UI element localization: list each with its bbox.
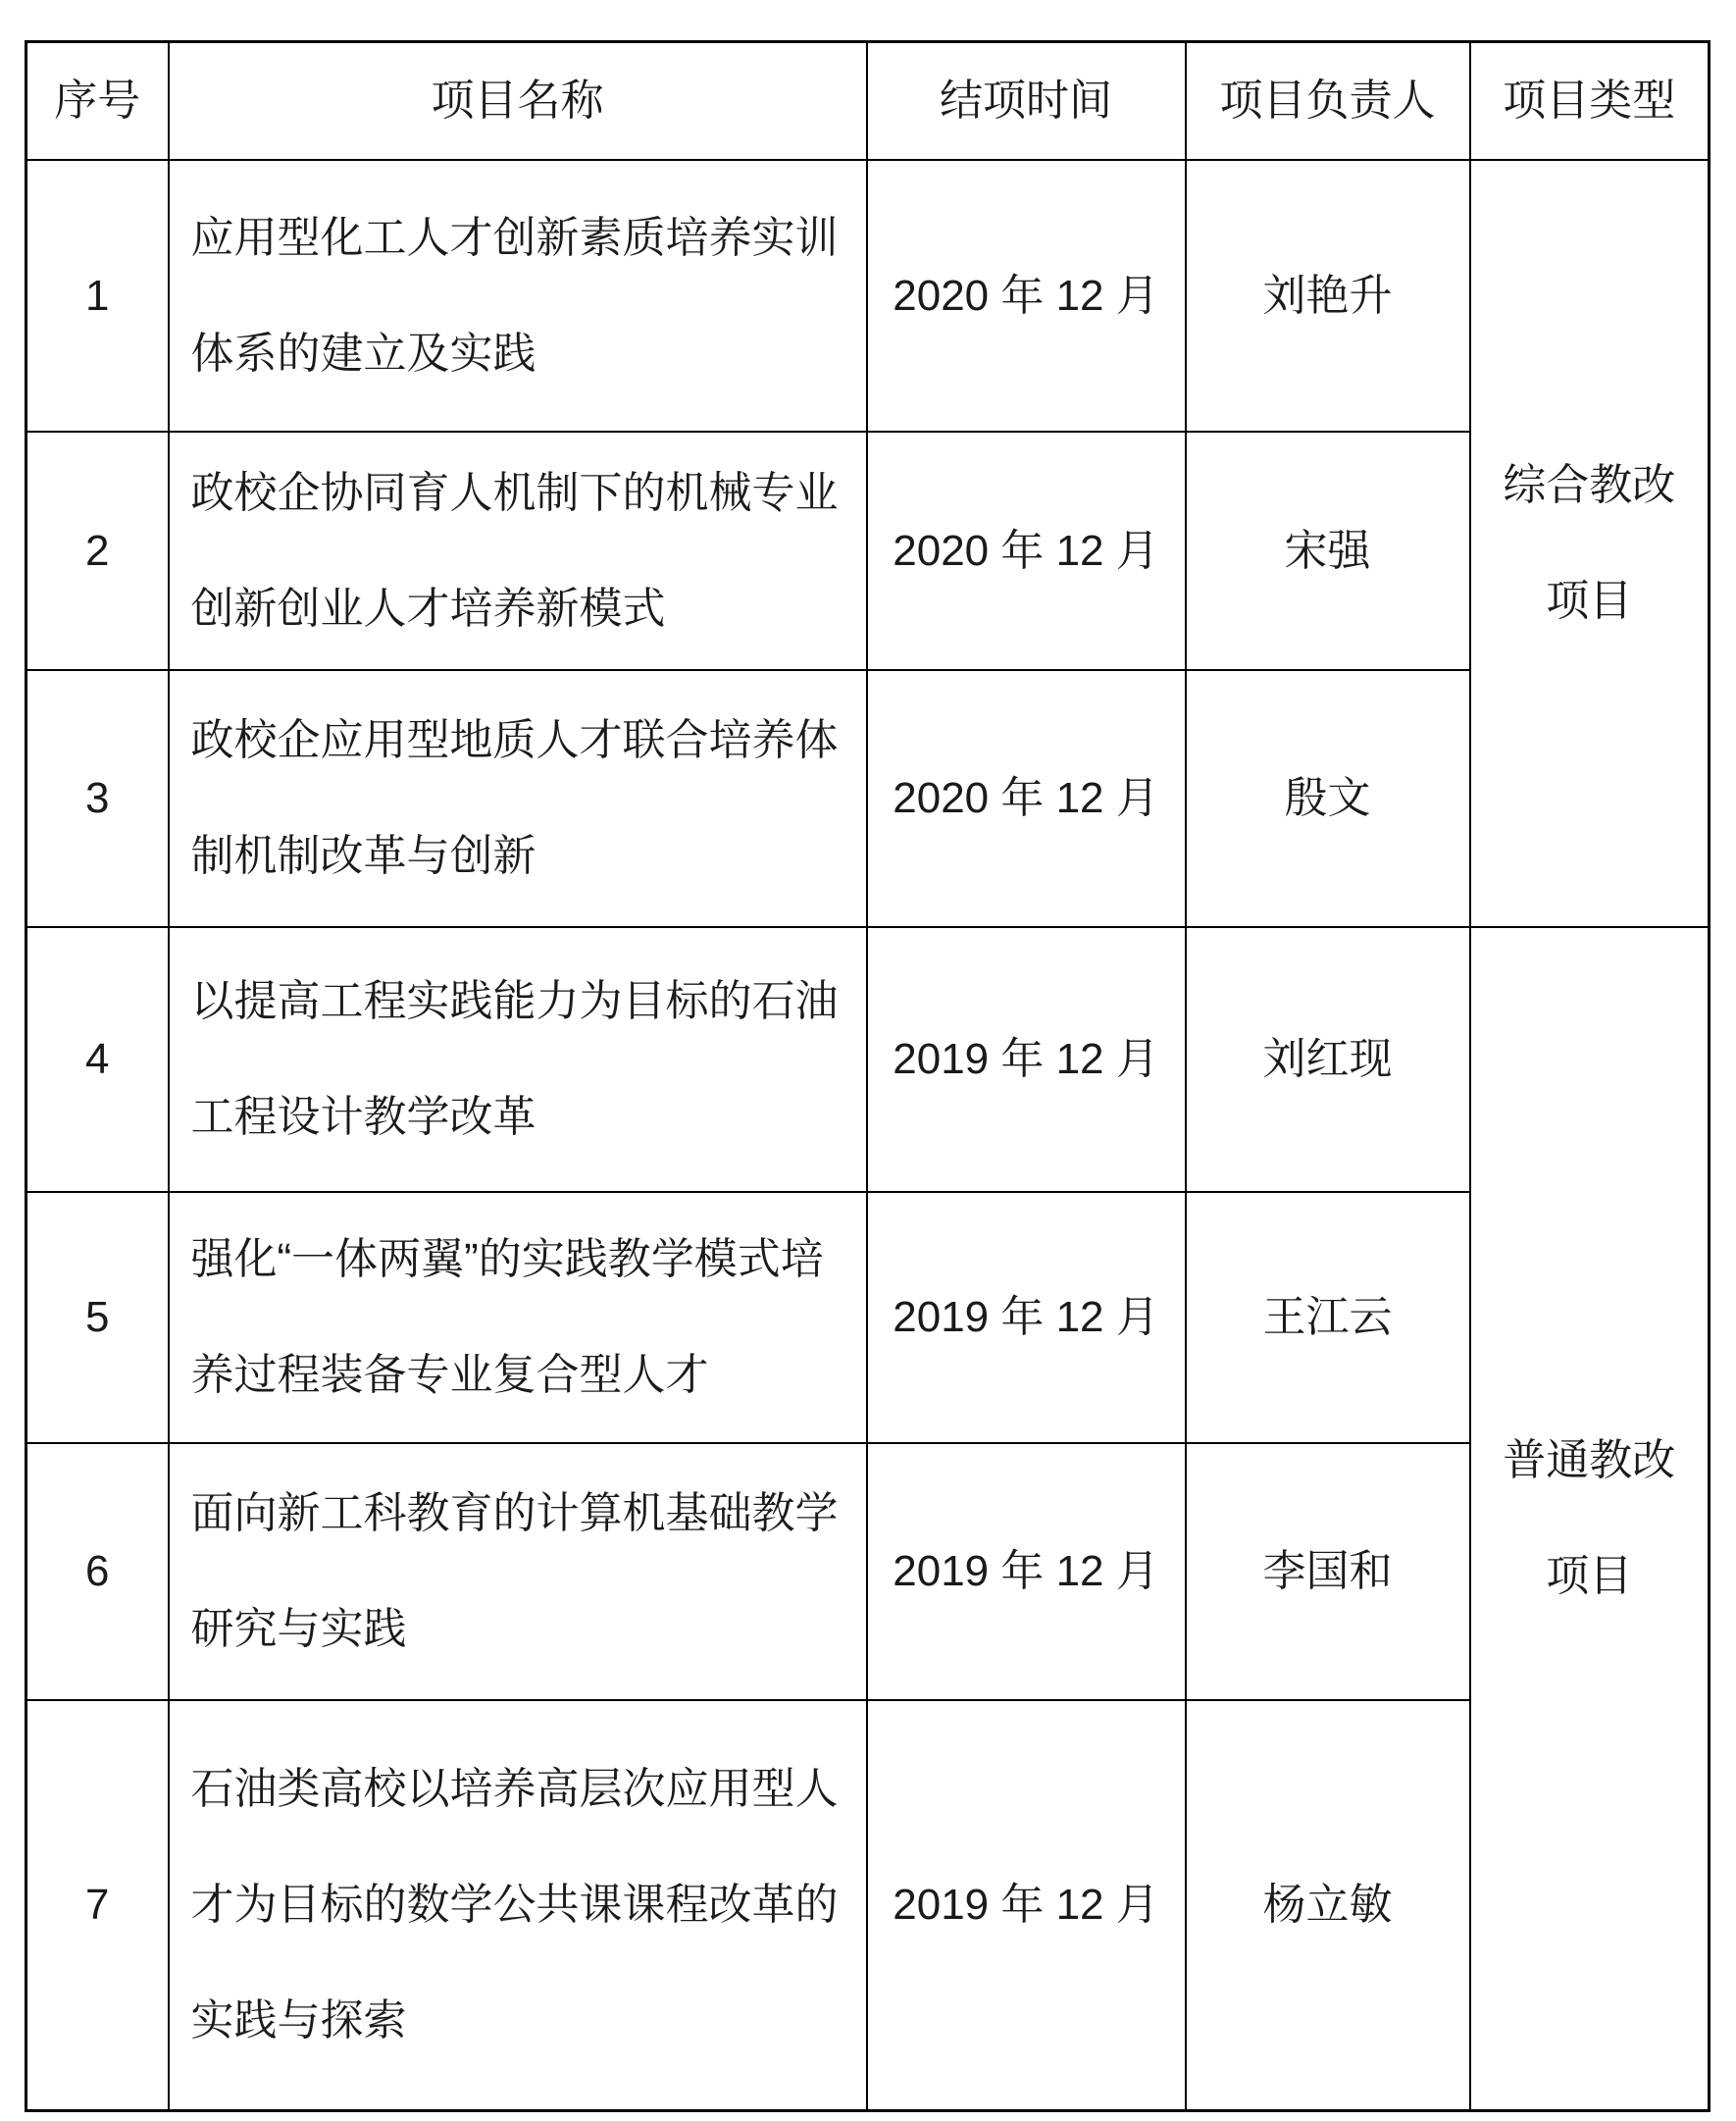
- row-no: 5: [26, 1192, 169, 1443]
- table-row: [26, 1192, 1710, 1443]
- project-type-merged-cell: 综合教改项目: [1470, 160, 1710, 927]
- project-leader: 王江云: [1186, 1192, 1470, 1443]
- completion-date: 2019 年 12 月: [867, 927, 1186, 1192]
- completion-date: 2019 年 12 月: [867, 1192, 1186, 1443]
- col-header-name: 项目名称: [169, 42, 867, 161]
- row-no: 2: [26, 432, 169, 670]
- project-name: 面向新工科教育的计算机基础教学研究与实践: [169, 1443, 867, 1700]
- row-no: 6: [26, 1443, 169, 1700]
- row-no: 3: [26, 670, 169, 927]
- project-table: [25, 40, 1710, 2112]
- table-row: [26, 160, 1710, 432]
- project-leader: 李国和: [1186, 1443, 1470, 1700]
- row-no: 1: [26, 160, 169, 432]
- project-name: 以提高工程实践能力为目标的石油工程设计教学改革: [169, 927, 867, 1192]
- table-row: [26, 432, 1710, 670]
- row-no: 4: [26, 927, 169, 1192]
- completion-date: 2019 年 12 月: [867, 1443, 1186, 1700]
- project-type-merged-cell: 普通教改项目: [1470, 927, 1710, 2110]
- col-header-no: 序号: [26, 42, 169, 161]
- col-header-date: 结项时间: [867, 42, 1186, 161]
- project-leader: 刘艳升: [1186, 160, 1470, 432]
- project-leader: 宋强: [1186, 432, 1470, 670]
- completion-date: 2020 年 12 月: [867, 670, 1186, 927]
- project-name: 应用型化工人才创新素质培养实训体系的建立及实践: [169, 160, 867, 432]
- project-leader: 刘红现: [1186, 927, 1470, 1192]
- col-header-type: 项目类型: [1470, 42, 1710, 161]
- completion-date: 2019 年 12 月: [867, 1700, 1186, 2110]
- project-leader: 殷文: [1186, 670, 1470, 927]
- header-row: [26, 42, 1710, 161]
- col-header-leader: 项目负责人: [1186, 42, 1470, 161]
- table-row: [26, 1443, 1710, 1700]
- project-name: 强化“一体两翼”的实践教学模式培养过程装备专业复合型人才: [169, 1192, 867, 1443]
- table-row: [26, 927, 1710, 1192]
- project-leader: 杨立敏: [1186, 1700, 1470, 2110]
- row-no: 7: [26, 1700, 169, 2110]
- completion-date: 2020 年 12 月: [867, 160, 1186, 432]
- table-row: [26, 1700, 1710, 2110]
- project-table-container: [25, 40, 1710, 2112]
- table-row: [26, 670, 1710, 927]
- project-name: 政校企应用型地质人才联合培养体制机制改革与创新: [169, 670, 867, 927]
- completion-date: 2020 年 12 月: [867, 432, 1186, 670]
- project-name: 政校企协同育人机制下的机械专业创新创业人才培养新模式: [169, 432, 867, 670]
- project-name: 石油类高校以培养高层次应用型人才为目标的数学公共课课程改革的实践与探索: [169, 1700, 867, 2110]
